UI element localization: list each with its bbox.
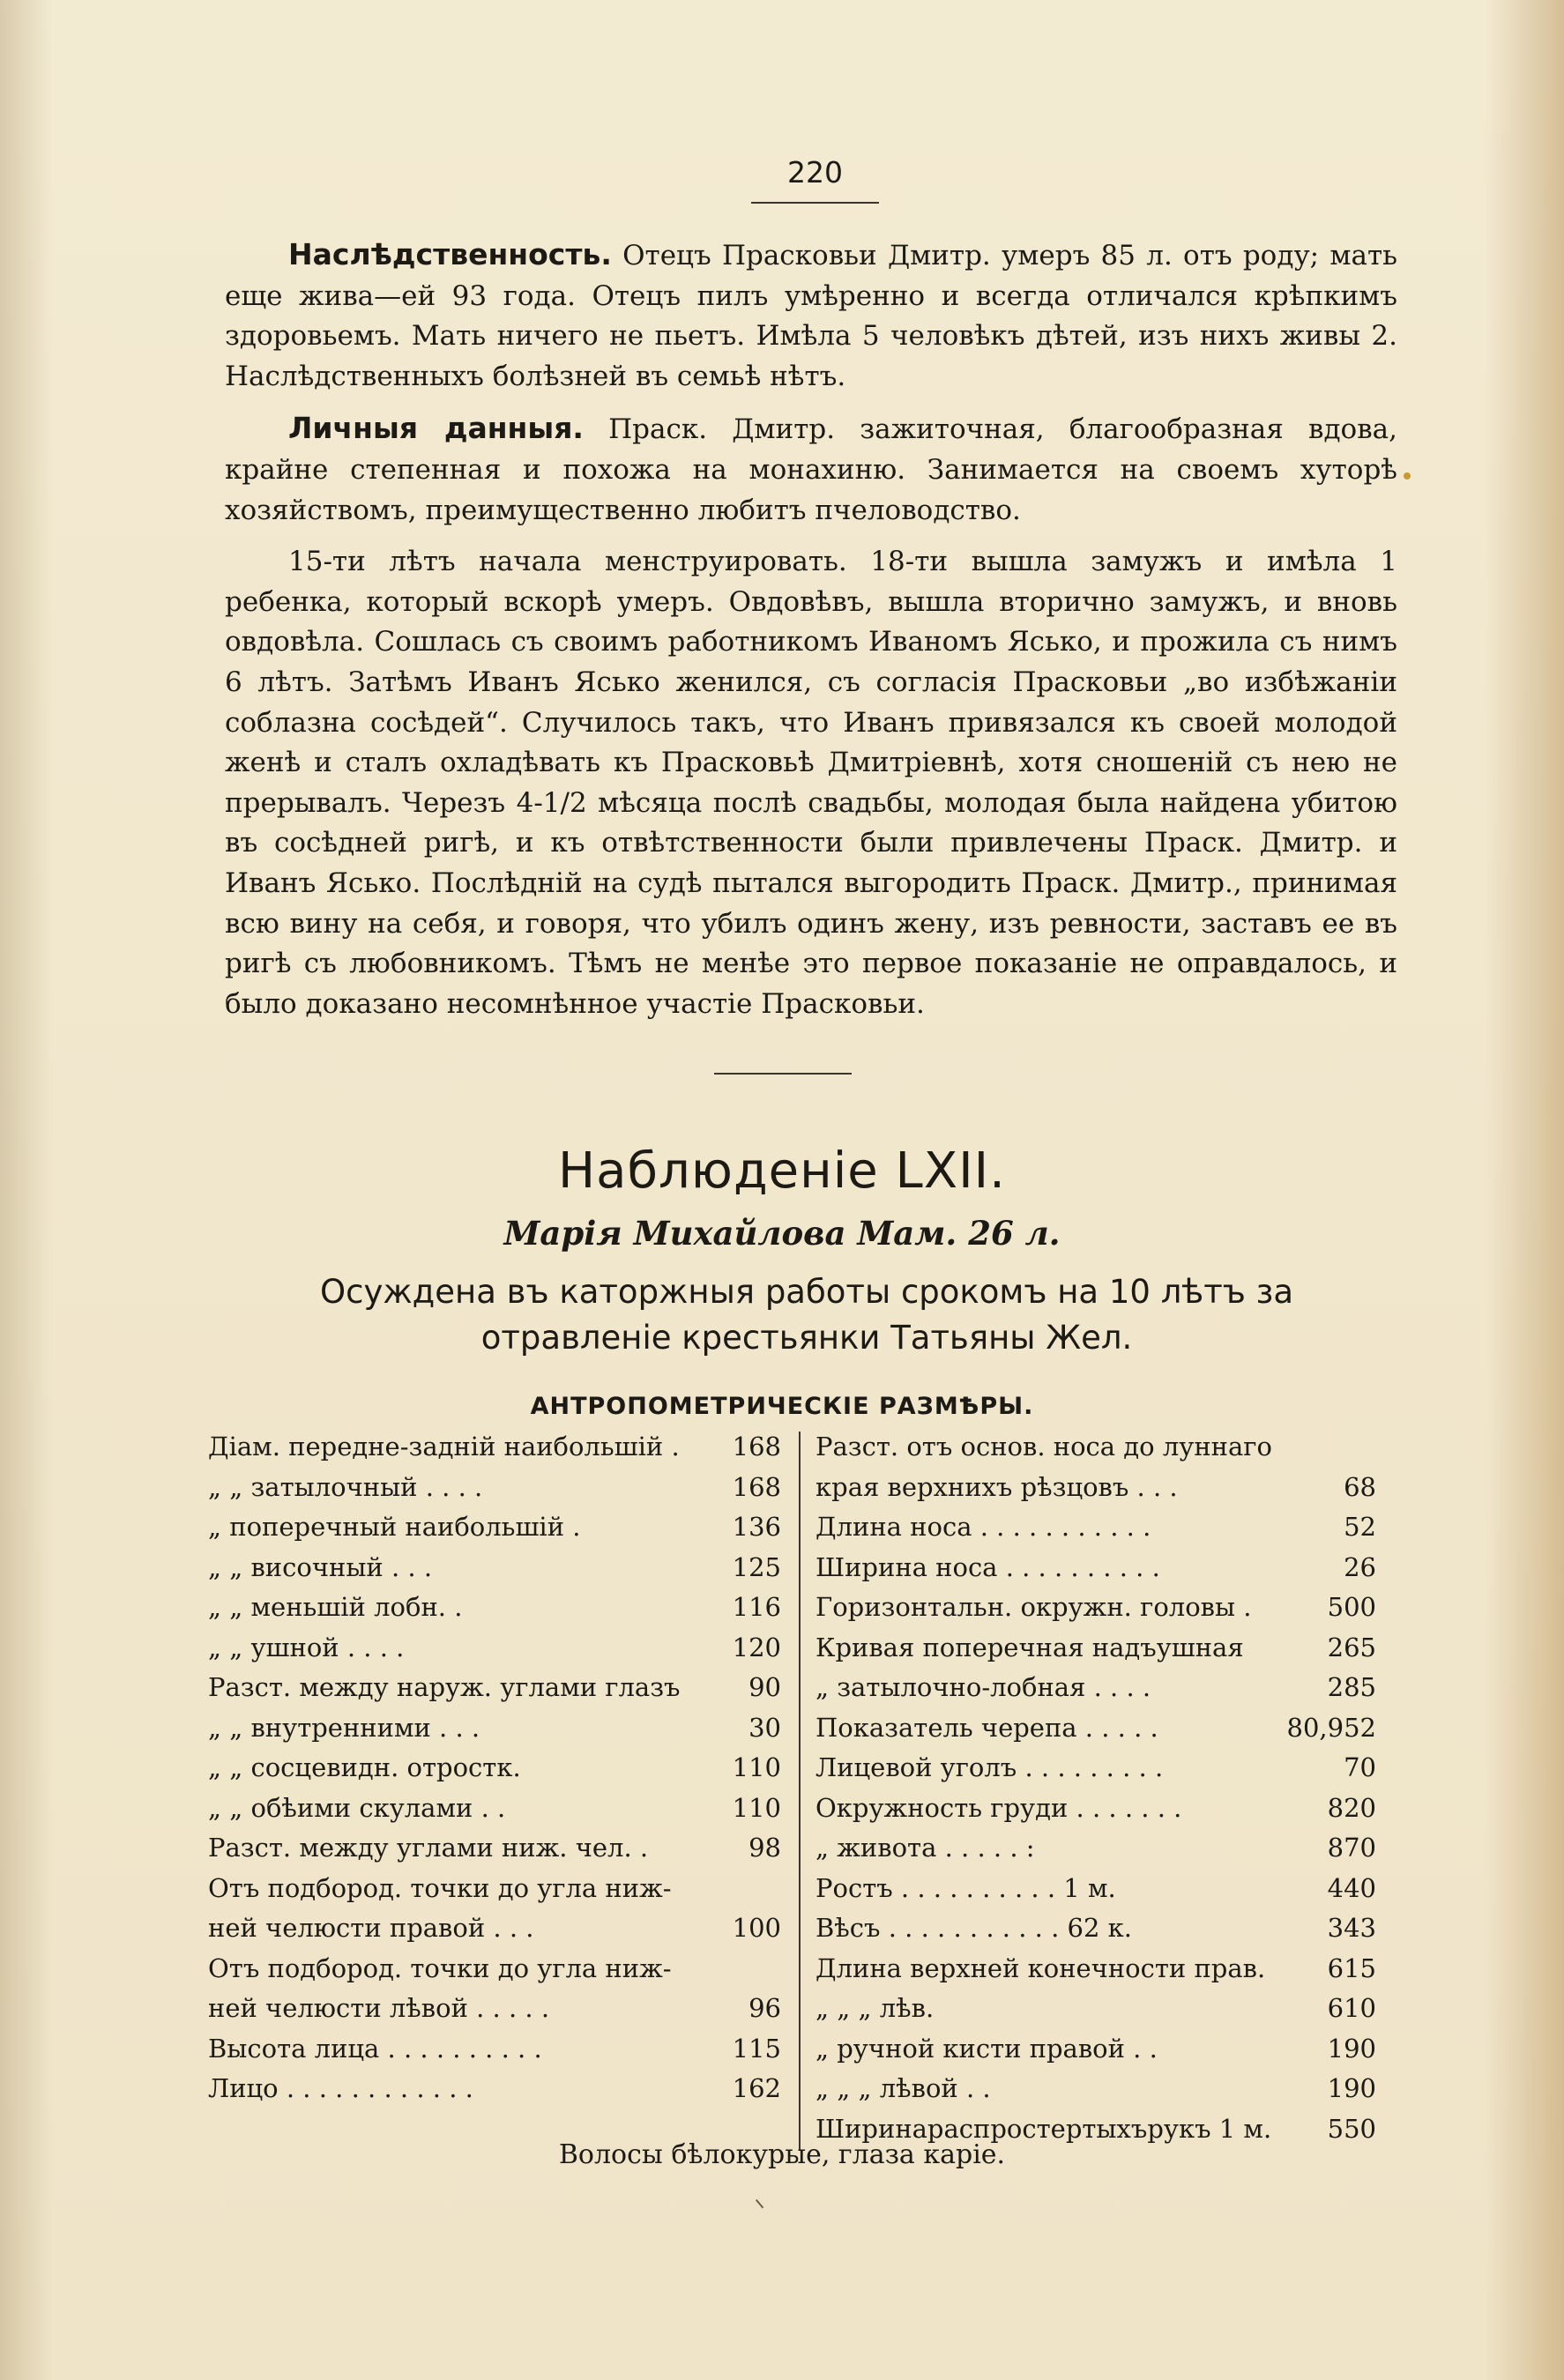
measurement-value: 70	[1344, 1752, 1376, 1782]
measurement-row	[816, 2034, 1376, 2074]
measurement-label: Ширинараспростертыхърукъ 1 м.	[816, 2113, 1272, 2144]
measurement-value: 550	[1327, 2113, 1376, 2144]
measurement-label: Высота лица . . . . . . . . . .	[208, 2033, 542, 2064]
measurement-value: 120	[732, 1632, 781, 1662]
measurement-label: Горизонтальн. окружн. головы .	[816, 1592, 1252, 1622]
case-text	[225, 234, 1397, 1036]
measurement-value: 190	[1327, 2033, 1376, 2064]
measurement-row	[208, 1873, 781, 1914]
measurement-row	[208, 1713, 781, 1753]
measurement-row	[208, 1633, 781, 1673]
measurement-value: 125	[732, 1551, 781, 1582]
measurement-label: Ширина носа . . . . . . . . . .	[816, 1551, 1160, 1582]
measurement-label: „ „ „ лѣвой . .	[816, 2073, 991, 2103]
measurement-row	[816, 1873, 1376, 1914]
measurement-label: „ „ „ лѣв.	[816, 1993, 935, 2023]
measurement-value: 96	[748, 1993, 781, 2023]
measurement-value: 168	[732, 1432, 781, 1461]
measurement-row	[816, 1592, 1376, 1633]
measurement-label: „ „ сосцевидн. отростк.	[208, 1752, 521, 1782]
measurement-row	[208, 1752, 781, 1793]
measurement-row	[208, 1993, 781, 2034]
measurement-label: края верхнихъ рѣзцовъ . . .	[816, 1471, 1178, 1502]
section-divider	[714, 1073, 852, 1075]
measurement-label: „ живота . . . . . :	[816, 1833, 1035, 1863]
measurement-value: 615	[1327, 1952, 1376, 1983]
personal-data-heading: Личныя данныя.	[288, 411, 584, 446]
measurement-value: 26	[1344, 1551, 1376, 1582]
measurement-value: 80,952	[1286, 1712, 1376, 1743]
measurement-row	[208, 1953, 781, 1994]
personal-data-text: Праск. Дмитр. зажиточная, благообразная вдова, крайне степенная и похожа на монахиню. Занимается на своемъ хуторѣ хозяйствомъ, преимущественно любитъ пчеловодство.	[225, 413, 1397, 526]
measurement-row	[816, 1713, 1376, 1753]
measurement-label: „ „ ушной . . . .	[208, 1632, 405, 1662]
measurement-label: Кривая поперечная надъушная	[816, 1632, 1244, 1662]
anthropometry-left-column	[208, 1432, 781, 2114]
hair-eyes-note: Волосы бѣлокурые, глаза каріе.	[558, 2139, 1006, 2170]
measurement-label: „ „ обѣими скулами . .	[208, 1792, 506, 1823]
measurement-row	[208, 1672, 781, 1713]
measurement-row	[816, 1472, 1376, 1513]
measurement-label: Ростъ . . . . . . . . . . 1 м.	[816, 1872, 1116, 1903]
measurement-label: „ поперечный наибольшiй .	[208, 1512, 581, 1542]
measurement-row	[816, 1833, 1376, 1873]
measurement-label: Окружность груди . . . . . . .	[816, 1792, 1182, 1823]
measurement-row	[816, 1993, 1376, 2034]
measurement-value: 265	[1327, 1632, 1376, 1662]
measurement-value: 870	[1327, 1833, 1376, 1863]
measurement-value: 100	[732, 1913, 781, 1943]
measurement-value: 52	[1344, 1512, 1376, 1542]
measurement-label: „ „ меньшiй лобн. .	[208, 1592, 463, 1622]
measurement-label: Вѣсъ . . . . . . . . . . . 62 к.	[816, 1913, 1132, 1943]
measurement-label: Длина верхней конечности прав.	[816, 1952, 1266, 1983]
measurement-value: 820	[1327, 1792, 1376, 1823]
measurement-value: 136	[732, 1512, 781, 1542]
measurement-value: 90	[748, 1672, 781, 1702]
measurement-value: 115	[732, 2033, 781, 2064]
measurement-row	[208, 1913, 781, 1953]
measurement-label: ней челюсти лѣвой . . . . .	[208, 1993, 550, 2023]
measurement-label: Діам. передне-заднiй наибольшiй .	[208, 1432, 680, 1461]
measurement-row	[208, 2034, 781, 2074]
measurement-label: Лицевой уголъ . . . . . . . . .	[816, 1752, 1164, 1782]
measurement-row	[208, 1833, 781, 1873]
heredity-paragraph	[225, 234, 1397, 397]
measurement-label: Разст. между углами ниж. чел. .	[208, 1833, 649, 1863]
printer-mark	[748, 2199, 763, 2215]
measurement-value: 116	[732, 1592, 781, 1622]
measurement-row	[208, 1472, 781, 1513]
measurement-row	[208, 1552, 781, 1593]
measurement-label: Разст. между наруж. углами глазъ	[208, 1672, 681, 1702]
history-paragraph	[225, 542, 1397, 1024]
measurement-value: 500	[1327, 1592, 1376, 1622]
measurement-value: 110	[732, 1752, 781, 1782]
measurement-value: 285	[1327, 1672, 1376, 1702]
measurement-value: 168	[732, 1471, 781, 1502]
measurement-value: 343	[1327, 1913, 1376, 1943]
measurement-row	[816, 1633, 1376, 1673]
heredity-heading: Наслѣдственность.	[288, 237, 612, 271]
measurement-row	[816, 1512, 1376, 1552]
measurement-row	[816, 1552, 1376, 1593]
measurement-row	[816, 1432, 1376, 1472]
measurement-label: Разст. отъ основ. носа до луннаго	[816, 1432, 1272, 1461]
measurement-label: Отъ подбород. точки до угла ниж-	[208, 1952, 672, 1983]
measurement-label: ней челюсти правой . . .	[208, 1913, 534, 1943]
measurement-value: 190	[1327, 2073, 1376, 2103]
measurement-label: „ „ затылочный . . . .	[208, 1471, 483, 1502]
measurement-row	[208, 1432, 781, 1472]
measurement-row	[816, 1752, 1376, 1793]
observation-verdict: Осуждена въ каторжныя работы срокомъ на 10 лѣтъ за отравленіе крестьянки Татьяны Жел.	[319, 1273, 1294, 1357]
measurement-value: 68	[1344, 1471, 1376, 1502]
measurement-value: 110	[732, 1792, 781, 1823]
observation-subject-name: Марія Михайлова Мам. 26 л.	[503, 1214, 1061, 1253]
heredity-text: Отецъ Прасковьи Дмитр. умеръ 85 л. отъ роду; мать еще жива—ей 93 года. Отецъ пилъ умѣренно и всегда отличался крѣпкимъ здоровьемъ. Мать ничего не пьетъ. Имѣла 5 человѣкъ дѣтей, изъ нихъ живы 2. Наслѣдственныхъ болѣзней въ семьѣ нѣтъ.	[225, 240, 1397, 392]
measurement-value: 610	[1327, 1993, 1376, 2023]
measurement-row	[816, 1793, 1376, 1833]
measurement-value: 162	[732, 2073, 781, 2103]
measurement-row	[208, 2073, 781, 2114]
measurement-row	[816, 1672, 1376, 1713]
measurement-label: „ „ височный . . .	[208, 1551, 433, 1582]
measurement-row	[816, 1913, 1376, 1953]
measurement-row	[208, 1512, 781, 1552]
measurement-label: Лицо . . . . . . . . . . . .	[208, 2073, 473, 2103]
paper-speck	[1404, 472, 1411, 480]
personal-data-paragraph	[225, 408, 1397, 531]
measurement-label: Показатель черепа . . . . .	[816, 1712, 1158, 1743]
measurement-row	[816, 1953, 1376, 1994]
measurement-row	[208, 1793, 781, 1833]
measurement-value: 440	[1327, 1872, 1376, 1903]
measurement-value: 30	[748, 1712, 781, 1743]
measurement-row	[208, 1592, 781, 1633]
history-text: 15-ти лѣтъ начала менструировать. 18-ти вышла замужъ и имѣла 1 ребенка, который вскорѣ умеръ. Овдовѣвъ, вышла вторично замужъ, и вновь овдовѣла. Сошлась съ своимъ работникомъ Иваномъ Ясько, и прожила съ нимъ 6 лѣтъ. Затѣмъ Иванъ Ясько женился, съ согласія Прасковьи „во избѣжаніи соблазна сосѣдей“. Случилось такъ, что Иванъ привязался къ своей молодой женѣ и сталъ охладѣвать къ Прасковьѣ Дмитріевнѣ, хотя сношеній съ нею не прерывалъ. Черезъ 4-1/2 мѣсяца послѣ свадьбы, молодая была найдена убитою въ сосѣдней ригѣ, и къ отвѣтственности были привлечены Праск. Дмитр. и Иванъ Ясько. Послѣдній на судѣ пытался выгородить Праск. Дмитр., принимая всю вину на себя, и говоря, что убилъ одинъ жену, изъ ревности, заставъ ее въ ригѣ съ любовникомъ. Тѣмъ не менѣе это первое показаніе не оправдалось, и было доказано несомнѣнное участіе Прасковьи.	[225, 546, 1397, 1020]
page-number: 220	[751, 155, 879, 204]
measurement-label: „ ручной кисти правой . .	[816, 2033, 1158, 2064]
measurement-label: „ затылочно-лобная . . . .	[816, 1672, 1151, 1702]
observation-title: Наблюденіе LXII.	[558, 1142, 1006, 1200]
measurement-row	[816, 2073, 1376, 2114]
anthropometry-heading: АНТРОПОМЕТРИЧЕСКІЕ РАЗМѢРЫ.	[530, 1393, 1034, 1420]
measurement-label: „ „ внутренними . . .	[208, 1712, 480, 1743]
column-divider	[799, 1432, 801, 2151]
measurement-label: Длина носа . . . . . . . . . . .	[816, 1512, 1151, 1542]
measurement-value: 98	[748, 1833, 781, 1863]
measurement-label: Отъ подбород. точки до угла ниж-	[208, 1872, 672, 1903]
anthropometry-right-column	[816, 1432, 1376, 2153]
